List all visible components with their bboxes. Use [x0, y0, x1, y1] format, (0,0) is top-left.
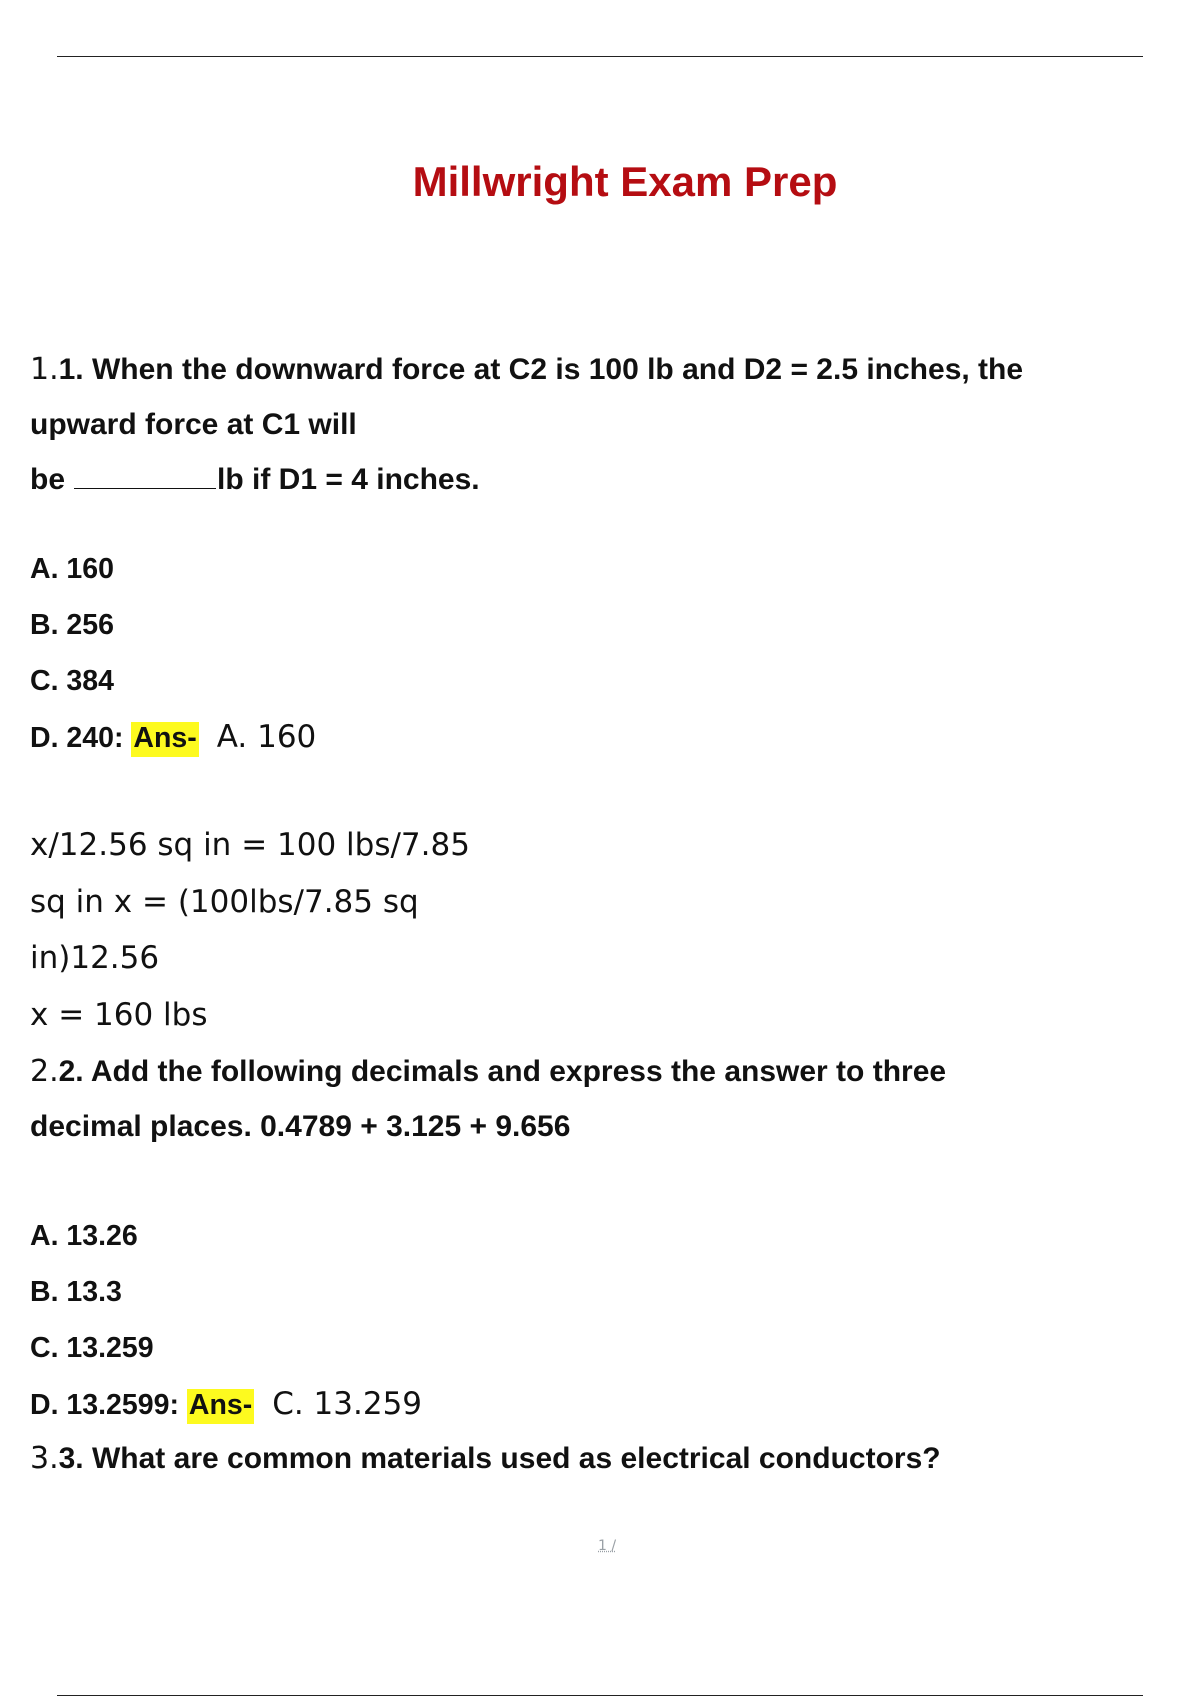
question-1-option-b: B. 256	[30, 609, 114, 641]
question-2-line-1	[30, 1054, 946, 1089]
question-3-text: 3. What are common materials used as electrical conductors?	[58, 1442, 941, 1475]
top-rule	[57, 56, 1143, 57]
question-2-option-d-text: D. 13.2599:	[30, 1389, 179, 1421]
question-2-line-2: decimal places. 0.4789 + 3.125 + 9.656	[30, 1110, 571, 1143]
question-1-number: 1.	[30, 352, 59, 387]
document-title: Millwright Exam Prep	[412, 158, 838, 205]
question-2-option-d	[30, 1386, 422, 1422]
question-1-option-d	[30, 719, 316, 755]
bottom-rule	[57, 1695, 1143, 1696]
question-1-text: 1. When the downward force at C2 is 100 lb and D2 = 2.5 inches, the	[58, 353, 1024, 386]
question-1-work-line-4: x = 160 lbs	[30, 997, 208, 1033]
question-1-line-2: upward force at C1 will	[30, 408, 357, 441]
question-1-option-a: A. 160	[30, 553, 114, 585]
question-2-number: 2.	[30, 1054, 59, 1089]
question-1-work-line-2: sq in x = (100lbs/7.85 sq	[30, 884, 419, 920]
question-2-option-a: A. 13.26	[30, 1220, 138, 1252]
question-1-be: be	[30, 463, 66, 496]
question-1-answer-value: A. 160	[216, 719, 317, 755]
question-2-text: 2. Add the following decimals and express the answer to three	[58, 1055, 947, 1088]
page-number: 1 /	[598, 1538, 617, 1554]
question-1-answer-highlight: Ans-	[131, 722, 198, 757]
question-2-option-b: B. 13.3	[30, 1276, 122, 1308]
question-1-line-1	[30, 352, 1023, 387]
question-2-answer-highlight: Ans-	[187, 1389, 254, 1424]
question-2-option-c: C. 13.259	[30, 1332, 154, 1364]
question-1-line-3	[30, 463, 480, 497]
question-1-option-d-text: D. 240:	[30, 722, 124, 754]
answer-blank	[74, 466, 216, 489]
question-1-work-line-3: in)12.56	[30, 940, 160, 976]
question-1-suffix: lb if D1 = 4 inches.	[217, 463, 480, 496]
question-1-option-c: C. 384	[30, 665, 114, 697]
question-3-number: 3.	[30, 1441, 59, 1476]
question-2-answer-value: C. 13.259	[272, 1386, 423, 1422]
question-1-work-line-1: x/12.56 sq in = 100 lbs/7.85	[30, 827, 470, 863]
question-3-line-1	[30, 1441, 941, 1476]
